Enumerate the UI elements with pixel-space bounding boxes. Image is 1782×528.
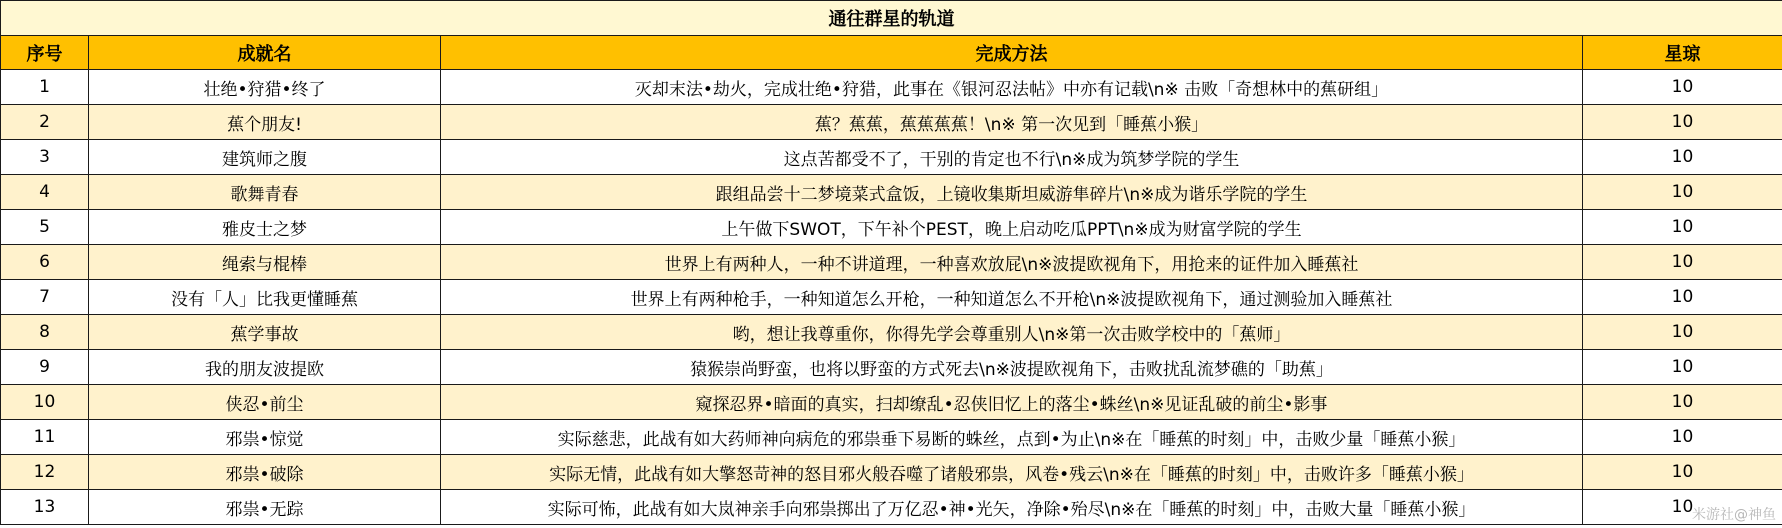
table-body	[1, 70, 1782, 525]
completion-method: 实际可怖，此战有如大岚神亲手向邪祟掷出了万亿忍•神•光矢，净除•殆尽\n※在「睡蕉的时刻」中，击败大量「睡蕉小猴」	[441, 490, 1583, 525]
stellar-jade-reward: 10	[1583, 455, 1782, 490]
column-header-name: 成就名	[89, 36, 441, 70]
completion-method: 这点苦都受不了，干别的肯定也不行\n※成为筑梦学院的学生	[441, 140, 1583, 175]
stellar-jade-reward: 10	[1583, 245, 1782, 280]
row-number: 6	[1, 245, 89, 280]
completion-method: 灭却末法•劫火，完成壮绝•狩猎，此事在《银河忍法帖》中亦有记载\n※ 击败「奇想林中的蕉研组」	[441, 70, 1583, 105]
completion-method: 哟，想让我尊重你，你得先学会尊重别人\n※第一次击败学校中的「蕉师」	[441, 315, 1583, 350]
stellar-jade-reward: 10	[1583, 140, 1782, 175]
table-title-row	[1, 1, 1782, 36]
achievement-name: 我的朋友波提欧	[89, 350, 441, 385]
table-row	[1, 455, 1782, 490]
stellar-jade-reward: 10	[1583, 490, 1782, 525]
table-row	[1, 175, 1782, 210]
completion-method: 跟组品尝十二梦境菜式盒饭，上镜收集斯坦威游隼碎片\n※成为谐乐学院的学生	[441, 175, 1583, 210]
stellar-jade-reward: 10	[1583, 280, 1782, 315]
achievement-name: 壮绝•狩猎•终了	[89, 70, 441, 105]
achievement-name: 邪祟•破除	[89, 455, 441, 490]
row-number: 9	[1, 350, 89, 385]
row-number: 11	[1, 420, 89, 455]
column-header-reward: 星琼	[1583, 36, 1782, 70]
table-row	[1, 490, 1782, 525]
achievement-name: 绳索与棍棒	[89, 245, 441, 280]
achievement-name: 雅皮士之梦	[89, 210, 441, 245]
stellar-jade-reward: 10	[1583, 210, 1782, 245]
table-row	[1, 420, 1782, 455]
column-header-no: 序号	[1, 36, 89, 70]
stellar-jade-reward: 10	[1583, 385, 1782, 420]
table-row	[1, 245, 1782, 280]
row-number: 13	[1, 490, 89, 525]
column-header-method: 完成方法	[441, 36, 1583, 70]
watermark: 米游社@神鱼	[1692, 507, 1776, 523]
table-row	[1, 280, 1782, 315]
completion-method: 猿猴崇尚野蛮，也将以野蛮的方式死去\n※波提欧视角下，击败扰乱流梦礁的「助蕉」	[441, 350, 1583, 385]
row-number: 10	[1, 385, 89, 420]
stellar-jade-reward: 10	[1583, 350, 1782, 385]
completion-method: 蕉？蕉蕉，蕉蕉蕉蕉！\n※ 第一次见到「睡蕉小猴」	[441, 105, 1583, 140]
row-number: 12	[1, 455, 89, 490]
table-row	[1, 140, 1782, 175]
achievement-name: 邪祟•惊觉	[89, 420, 441, 455]
row-number: 1	[1, 70, 89, 105]
stellar-jade-reward: 10	[1583, 315, 1782, 350]
completion-method: 实际慈悲，此战有如大药师神向病危的邪祟垂下易断的蛛丝，点到•为止\n※在「睡蕉的时刻」中，击败少量「睡蕉小猴」	[441, 420, 1583, 455]
table-row	[1, 385, 1782, 420]
achievement-name: 建筑师之腹	[89, 140, 441, 175]
completion-method: 窥探忍界•暗面的真实，扫却缭乱•忍侠旧忆上的落尘•蛛丝\n※见证乱破的前尘•影事	[441, 385, 1583, 420]
row-number: 3	[1, 140, 89, 175]
row-number: 5	[1, 210, 89, 245]
table-row	[1, 350, 1782, 385]
row-number: 2	[1, 105, 89, 140]
stellar-jade-reward: 10	[1583, 105, 1782, 140]
row-number: 4	[1, 175, 89, 210]
table-row	[1, 210, 1782, 245]
table-row	[1, 105, 1782, 140]
table-row	[1, 70, 1782, 105]
table-title: 通往群星的轨道	[1, 1, 1782, 36]
completion-method: 上午做下SWOT，下午补个PEST，晚上启动吃瓜PPT\n※成为财富学院的学生	[441, 210, 1583, 245]
completion-method: 实际无情，此战有如大擎怒苛神的怒目邪火般吞噬了诸般邪祟，风卷•残云\n※在「睡蕉的时刻」中，击败许多「睡蕉小猴」	[441, 455, 1583, 490]
row-number: 7	[1, 280, 89, 315]
row-number: 8	[1, 315, 89, 350]
achievement-name: 没有「人」比我更懂睡蕉	[89, 280, 441, 315]
column-header-row	[1, 36, 1782, 70]
achievement-name: 邪祟•无踪	[89, 490, 441, 525]
completion-method: 世界上有两种人，一种不讲道理，一种喜欢放屁\n※波提欧视角下，用抢来的证件加入睡蕉社	[441, 245, 1583, 280]
table-row	[1, 315, 1782, 350]
stellar-jade-reward: 10	[1583, 175, 1782, 210]
achievement-name: 歌舞青春	[89, 175, 441, 210]
completion-method: 世界上有两种枪手，一种知道怎么开枪，一种知道怎么不开枪\n※波提欧视角下，通过测验加入睡蕉社	[441, 280, 1583, 315]
achievement-name: 蕉学事故	[89, 315, 441, 350]
stellar-jade-reward: 10	[1583, 420, 1782, 455]
achievement-name: 侠忍•前尘	[89, 385, 441, 420]
achievement-name: 蕉个朋友!	[89, 105, 441, 140]
stellar-jade-reward: 10	[1583, 70, 1782, 105]
